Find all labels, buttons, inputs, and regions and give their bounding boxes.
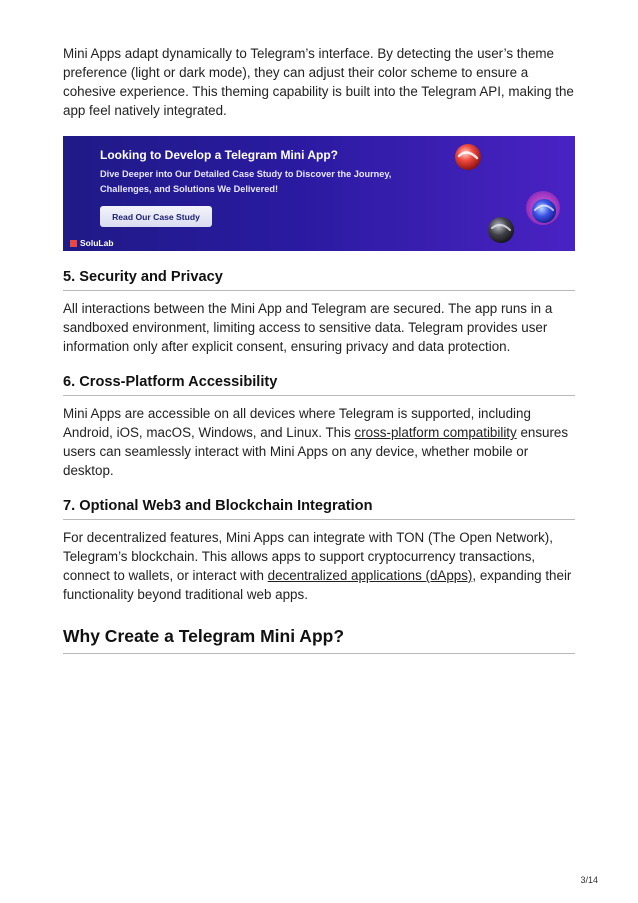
why-heading: Why Create a Telegram Mini App?: [63, 626, 575, 654]
banner-subtitle: Dive Deeper into Our Detailed Case Study to Discover the Journey, Challenges, and Solutions We Delivered!: [100, 169, 392, 194]
solulab-logo: [70, 238, 114, 248]
page-number: 3/14: [580, 875, 598, 885]
solulab-logo-text: SoluLab: [80, 238, 114, 248]
section-cross-platform: [63, 374, 575, 480]
section-security: [63, 269, 575, 356]
section-body: All interactions between the Mini App and Telegram are secured. The app runs in a sandboxed environment, limiting access to sensitive data. Telegram provides user information only after explicit consent, ensuring privacy and data protection.: [63, 301, 553, 354]
blue-orb-icon: [532, 199, 556, 223]
banner-title: Looking to Develop a Telegram Mini App?: [100, 148, 339, 162]
case-study-banner[interactable]: [63, 136, 575, 251]
document-page: [63, 44, 575, 654]
section-body: For decentralized features, Mini Apps can integrate with TON (The Open Network), Telegram’s blockchain. This allows apps to support cryptocurrency transactions, connect to wallets, or interact with decentralized applications (dApps), expanding their functionality beyond traditional web apps.: [63, 530, 572, 602]
banner-decorative-orbs: [443, 136, 575, 251]
section-heading: 5. Security and Privacy: [63, 269, 575, 291]
section-body: Mini Apps are accessible on all devices where Telegram is supported, including Android, iOS, macOS, Windows, and Linux. This cross-platform compatibility ensures users can seamlessly interact with Mini Apps on any device, whether mobile or desktop.: [63, 406, 569, 478]
section-heading: 6. Cross-Platform Accessibility: [63, 374, 575, 396]
cross-platform-compatibility-link[interactable]: cross-platform compatibility: [354, 425, 517, 440]
read-case-study-button[interactable]: Read Our Case Study: [100, 206, 212, 227]
section-why: [63, 626, 575, 654]
solulab-logo-icon: [70, 240, 77, 247]
dapps-link[interactable]: decentralized applications (dApps): [267, 568, 473, 583]
section-web3: [63, 498, 575, 604]
intro-paragraph: Mini Apps adapt dynamically to Telegram’s interface. By detecting the user’s theme preference (light or dark mode), they can adjust their color scheme to ensure a cohesive experience. This theming capability is built into the Telegram API, making the app feel natively integrated.: [63, 46, 574, 118]
section-heading: 7. Optional Web3 and Blockchain Integration: [63, 498, 575, 520]
